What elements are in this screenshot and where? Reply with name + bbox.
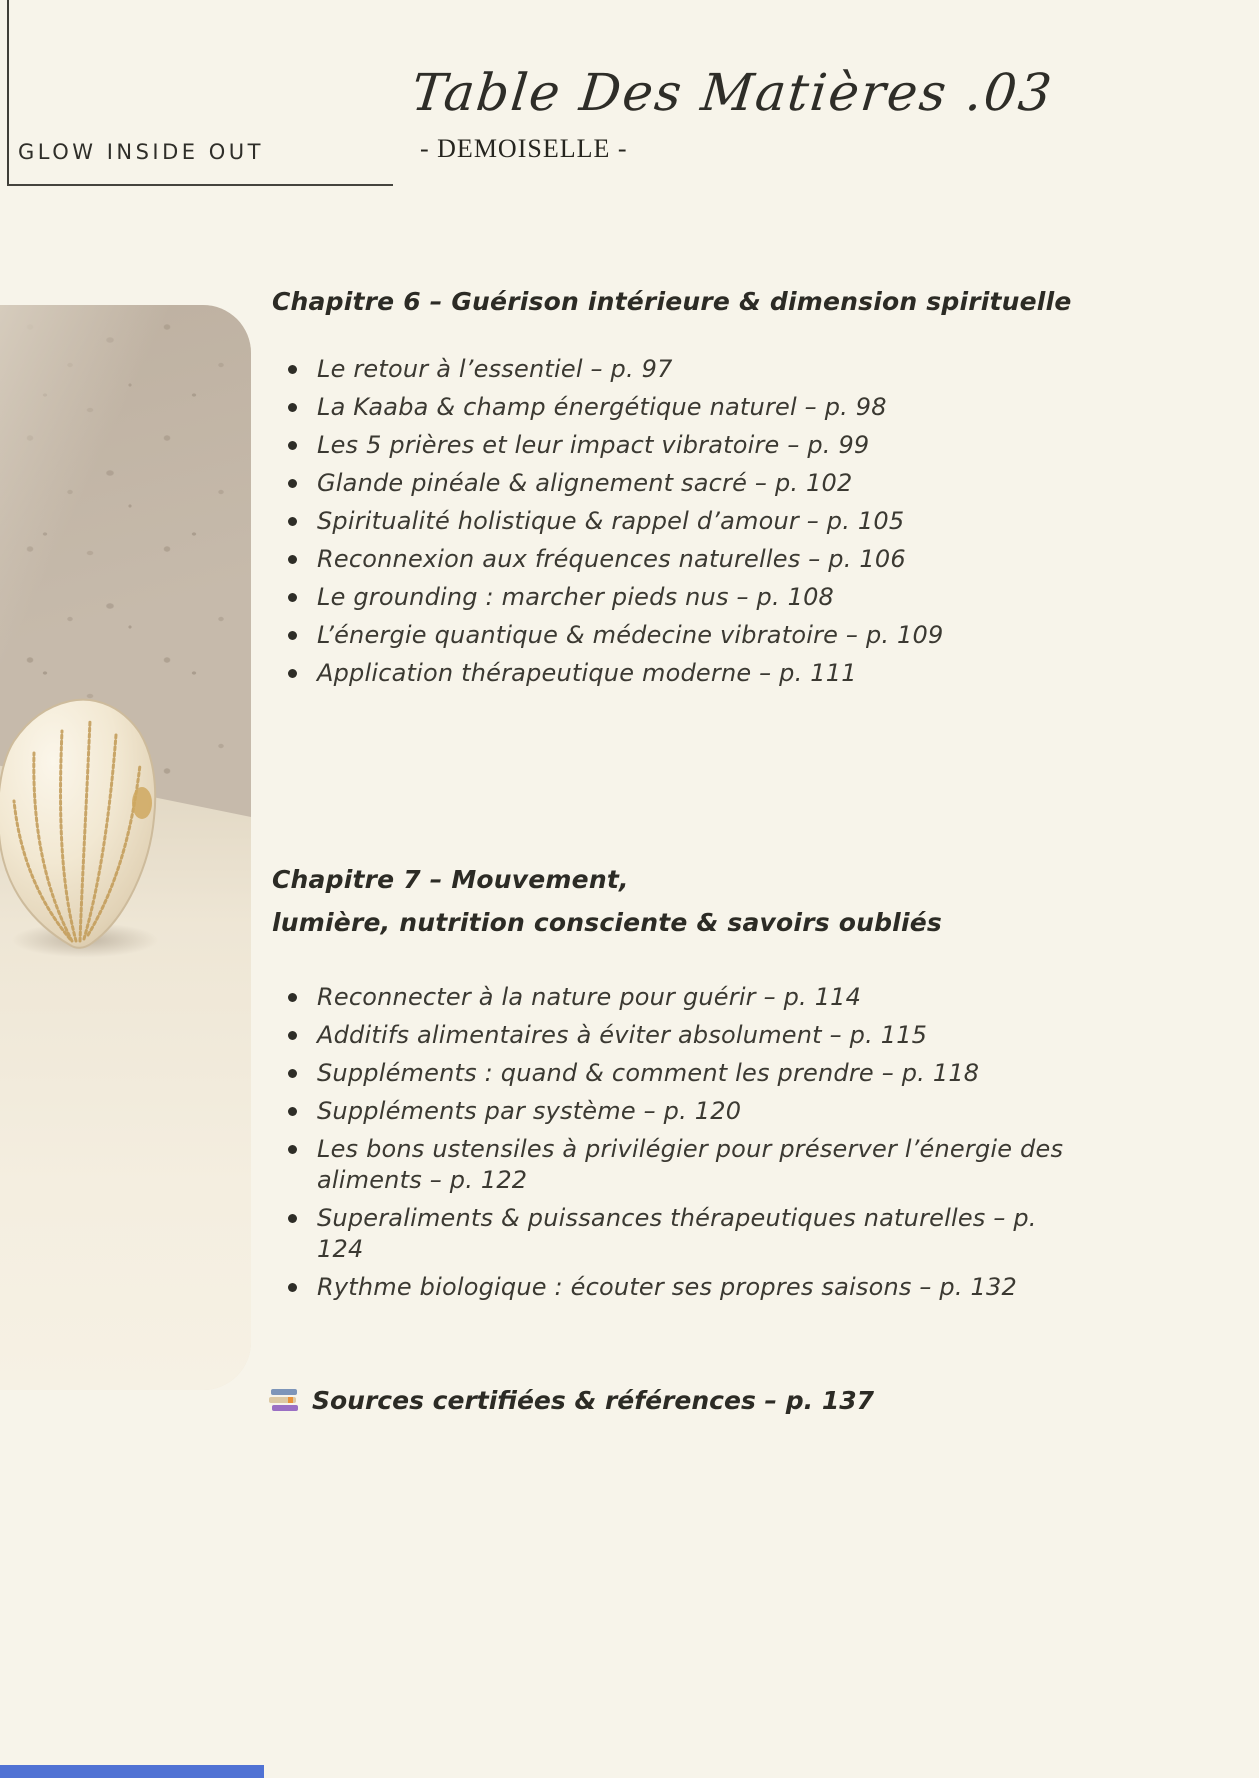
chapter-7-section xyxy=(272,858,1082,1310)
toc-item: Rythme biologique : écouter ses propres saisons – p. 132 xyxy=(288,1272,1082,1303)
chapter-7-heading-line1: Chapitre 7 – Mouvement, xyxy=(272,865,629,894)
sources-line xyxy=(268,1386,874,1415)
chapter-7-list xyxy=(272,982,1082,1303)
toc-item: La Kaaba & champ énergétique naturel – p. 98 xyxy=(288,392,1082,423)
bullet-icon xyxy=(288,1145,297,1154)
toc-item: Spiritualité holistique & rappel d’amour – p. 105 xyxy=(288,506,1082,537)
bullet-icon xyxy=(288,441,297,450)
bullet-icon xyxy=(288,1107,297,1116)
bullet-icon xyxy=(288,669,297,678)
bullet-icon xyxy=(288,403,297,412)
sources-text: Sources certifiées & références – p. 137 xyxy=(312,1386,875,1415)
bullet-icon xyxy=(288,555,297,564)
shell-hairclip-image xyxy=(0,683,172,963)
bullet-icon xyxy=(288,1283,297,1292)
bullet-icon xyxy=(288,517,297,526)
toc-item: L’énergie quantique & médecine vibratoire – p. 109 xyxy=(288,620,1082,651)
bullet-icon xyxy=(288,1031,297,1040)
toc-item: Glande pinéale & alignement sacré – p. 102 xyxy=(288,468,1082,499)
toc-item: Suppléments : quand & comment les prendre – p. 118 xyxy=(288,1058,1082,1089)
toc-item: Les bons ustensiles à privilégier pour préserver l’énergie des aliments – p. 122 xyxy=(288,1134,1082,1196)
bottom-accent-bar xyxy=(0,1765,264,1778)
toc-item: Suppléments par système – p. 120 xyxy=(288,1096,1082,1127)
header-rule xyxy=(7,184,393,186)
bullet-icon xyxy=(288,593,297,602)
chapter-6-list xyxy=(272,354,1082,689)
brand-subtitle: - DEMOISELLE - xyxy=(420,134,628,163)
chapter-6-heading: Chapitre 6 – Guérison intérieure & dimension spirituelle xyxy=(272,287,1072,316)
bullet-icon xyxy=(288,631,297,640)
toc-item: Reconnexion aux fréquences naturelles – p. 106 xyxy=(288,544,1082,575)
toc-item: Application thérapeutique moderne – p. 111 xyxy=(288,658,1082,689)
bullet-icon xyxy=(288,993,297,1002)
decor-photo xyxy=(0,305,251,1390)
brand-text: GLOW INSIDE OUT xyxy=(18,140,264,164)
toc-item: Le retour à l’essentiel – p. 97 xyxy=(288,354,1082,385)
books-icon xyxy=(268,1387,300,1415)
bullet-icon xyxy=(288,1069,297,1078)
chapter-7-heading xyxy=(272,858,1082,944)
bullet-icon xyxy=(288,365,297,374)
page-title: Table Des Matières .03 xyxy=(408,64,1057,123)
bullet-icon xyxy=(288,1214,297,1223)
toc-item: Reconnecter à la nature pour guérir – p. 114 xyxy=(288,982,1082,1013)
bullet-icon xyxy=(288,479,297,488)
toc-item: Les 5 prières et leur impact vibratoire – p. 99 xyxy=(288,430,1082,461)
chapter-6-section xyxy=(272,280,1082,696)
toc-item: Superaliments & puissances thérapeutiques naturelles – p. 124 xyxy=(288,1203,1082,1265)
toc-item: Le grounding : marcher pieds nus – p. 108 xyxy=(288,582,1082,613)
toc-item: Additifs alimentaires à éviter absolument – p. 115 xyxy=(288,1020,1082,1051)
chapter-7-heading-line2: lumière, nutrition consciente & savoirs oubliés xyxy=(272,908,942,937)
left-border-line xyxy=(7,0,9,186)
